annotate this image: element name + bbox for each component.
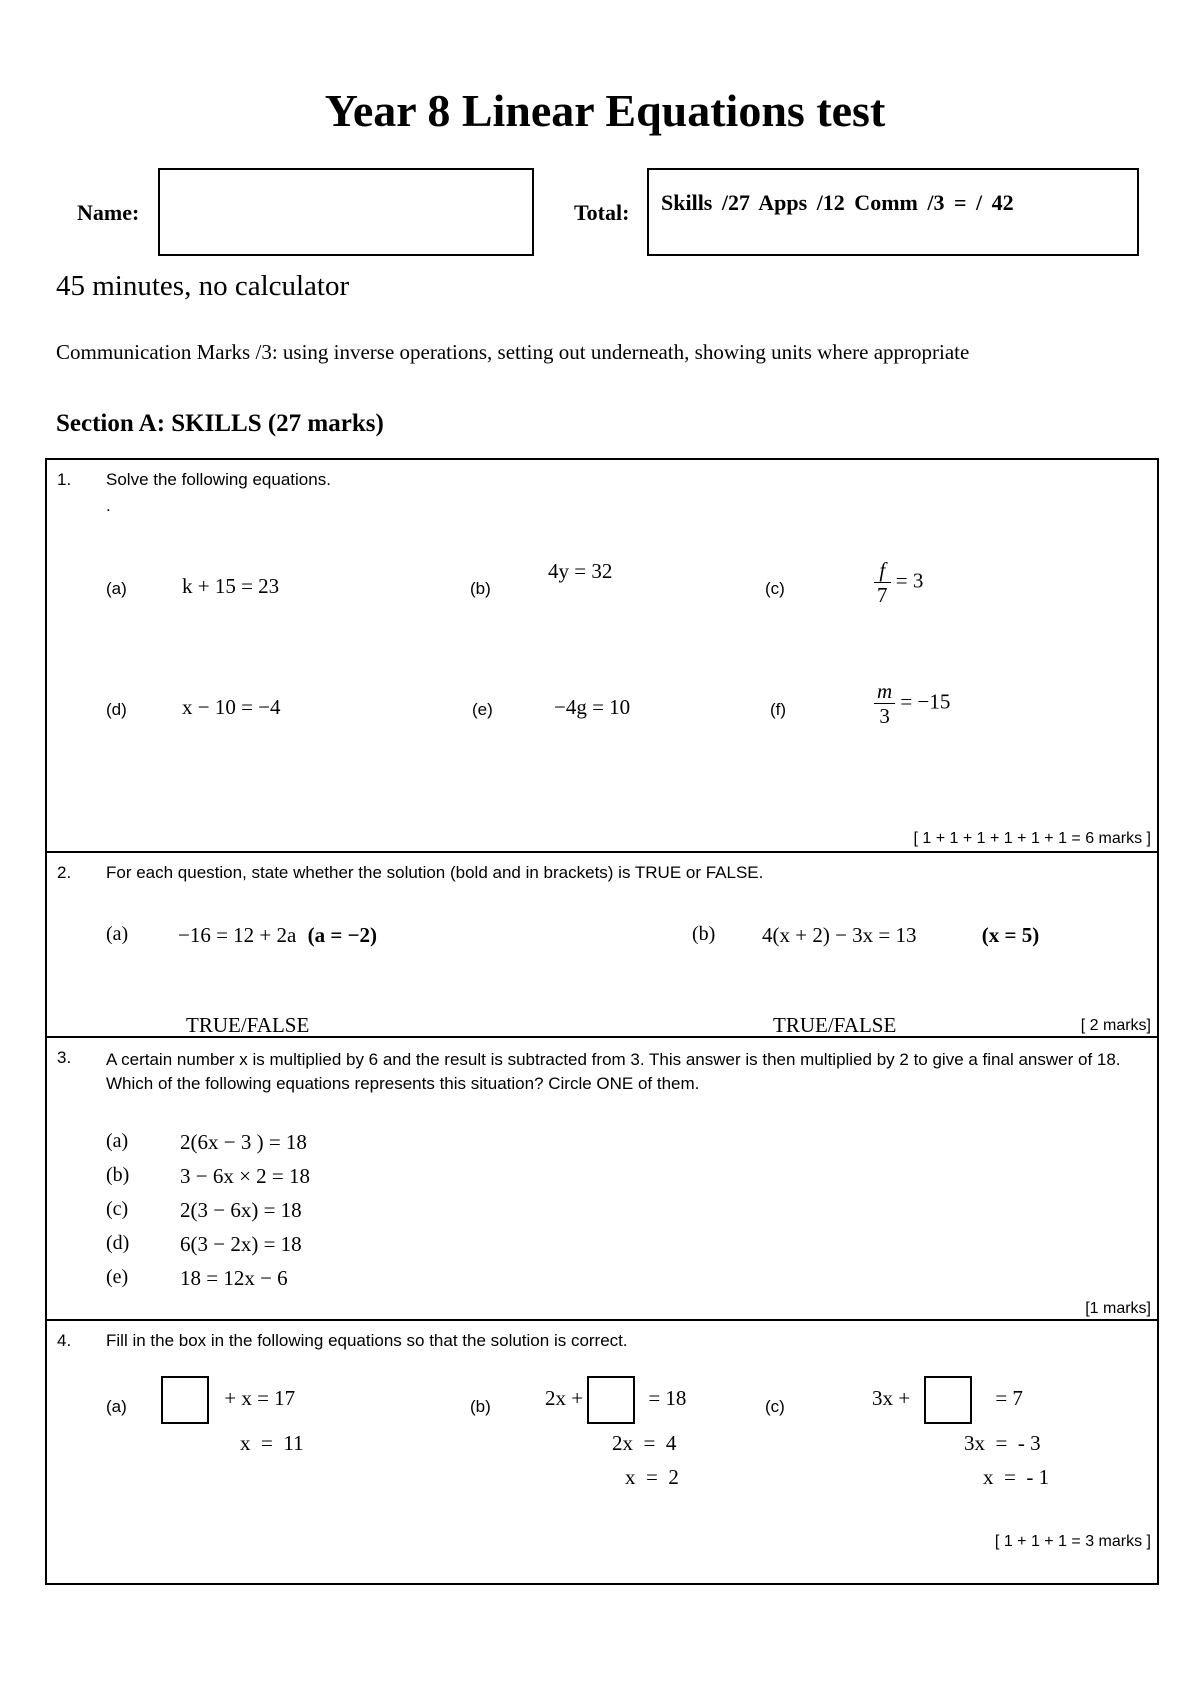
question-text: A certain number x is multiplied by 6 and the result is subtracted from 3. This answer is then multiplied by 2 to give a final answer of 18. Which of the following equations represents this situation? Circle ONE of them. [106,1050,1121,1093]
question-number: 2. [57,863,72,882]
answer-blank-box[interactable] [587,1376,635,1424]
fraction-denominator: 7 [877,583,888,607]
option-equation[interactable]: 2(6x − 3 ) = 18 [180,1130,307,1154]
fraction-rhs: = −15 [900,689,951,714]
fraction-denominator: 3 [879,704,890,728]
fraction-equation [874,558,923,607]
part-label: (f) [770,700,787,719]
equation: −4g = 10 [554,695,631,719]
part-label: (a) [106,923,129,945]
fill-box-equation [872,1376,1023,1424]
stray-dot: . [106,496,111,515]
equation: x − 10 = −4 [182,695,281,719]
working-line: 3x = - 3 [964,1431,1041,1455]
equation-rhs: + x = 17 [224,1385,296,1410]
question-1-box [45,458,1159,853]
part-label: (e) [472,700,493,719]
part-label: (a) [106,579,127,598]
true-false-answer[interactable]: TRUE/FALSE [773,1013,897,1037]
fraction [874,558,891,607]
question-text: Fill in the box in the following equations so that the solution is correct. [106,1331,628,1350]
name-input-box[interactable] [158,168,534,256]
part-label: (d) [106,700,127,719]
question-2-box [45,851,1159,1038]
option-label: (c) [106,1198,129,1220]
total-label: Total: [574,200,630,225]
true-false-answer[interactable]: TRUE/FALSE [186,1013,310,1037]
proposed-solution: (x = 5) [981,923,1040,947]
equation-lhs: 2x + [545,1385,584,1410]
question-4-box [45,1319,1159,1585]
part-label: (a) [106,1397,127,1416]
part-label: (b) [470,579,491,598]
part-label: (b) [692,923,716,945]
question-number: 3. [57,1048,72,1067]
working-line: 2x = 4 [612,1431,677,1455]
fill-box-equation [545,1376,686,1424]
equation [762,923,1039,948]
name-label: Name: [77,200,140,225]
equation-rhs: = 18 [648,1385,687,1410]
option-equation[interactable]: 18 = 12x − 6 [180,1266,288,1290]
part-label: (b) [470,1397,491,1416]
option-equation[interactable]: 6(3 − 2x) = 18 [180,1232,302,1256]
equation-body: 4(x + 2) − 3x = 13 [762,923,917,947]
option-label: (d) [106,1232,130,1254]
option-label: (b) [106,1164,130,1186]
answer-blank-box[interactable] [924,1376,972,1424]
total-score-box [647,168,1139,256]
equation-lhs: 3x + [872,1385,911,1410]
part-label: (c) [765,579,785,598]
question-text: Solve the following equations. [106,470,331,489]
fraction-numerator: f [874,558,891,583]
section-heading: Section A: SKILLS (27 marks) [56,410,384,437]
option-label: (e) [106,1266,129,1288]
marks-allocation: [ 2 marks] [1080,1017,1151,1034]
communication-marks-note: Communication Marks /3: using inverse operations, setting out underneath, showing units where appropriate [56,340,970,364]
fraction [874,679,895,728]
proposed-solution: (a = −2) [307,923,378,947]
fraction-equation [874,679,950,728]
marks-allocation: [ 1 + 1 + 1 = 3 marks ] [994,1533,1151,1550]
option-equation[interactable]: 2(3 − 6x) = 18 [180,1198,302,1222]
equation: k + 15 = 23 [182,574,280,598]
fraction-numerator: m [874,679,895,704]
working-line: x = - 1 [983,1465,1050,1489]
total-score-text: Skills /27 Apps /12 Comm /3 = / 42 [661,190,1014,215]
equation: 4y = 32 [548,559,613,583]
option-equation[interactable]: 3 − 6x × 2 = 18 [180,1164,311,1188]
duration-note: 45 minutes, no calculator [56,270,350,302]
fill-box-equation [157,1376,295,1424]
equation [178,923,377,948]
page-title: Year 8 Linear Equations test [324,85,886,136]
working-line: x = 11 [240,1431,304,1455]
equation-rhs: = 7 [995,1385,1023,1410]
option-label: (a) [106,1130,129,1152]
equation-body: −16 = 12 + 2a [178,923,297,947]
marks-allocation: [ 1 + 1 + 1 + 1 + 1 + 1 = 6 marks ] [913,830,1151,847]
question-text: For each question, state whether the solution (bold and in brackets) is TRUE or FALSE. [106,863,764,882]
question-3-box [45,1036,1159,1321]
answer-blank-box[interactable] [161,1376,209,1424]
working-line: x = 2 [625,1465,679,1489]
question-number: 1. [57,470,72,489]
fraction-rhs: = 3 [895,568,924,593]
marks-allocation: [1 marks] [1085,1300,1151,1317]
question-number: 4. [57,1331,72,1350]
part-label: (c) [765,1397,785,1416]
